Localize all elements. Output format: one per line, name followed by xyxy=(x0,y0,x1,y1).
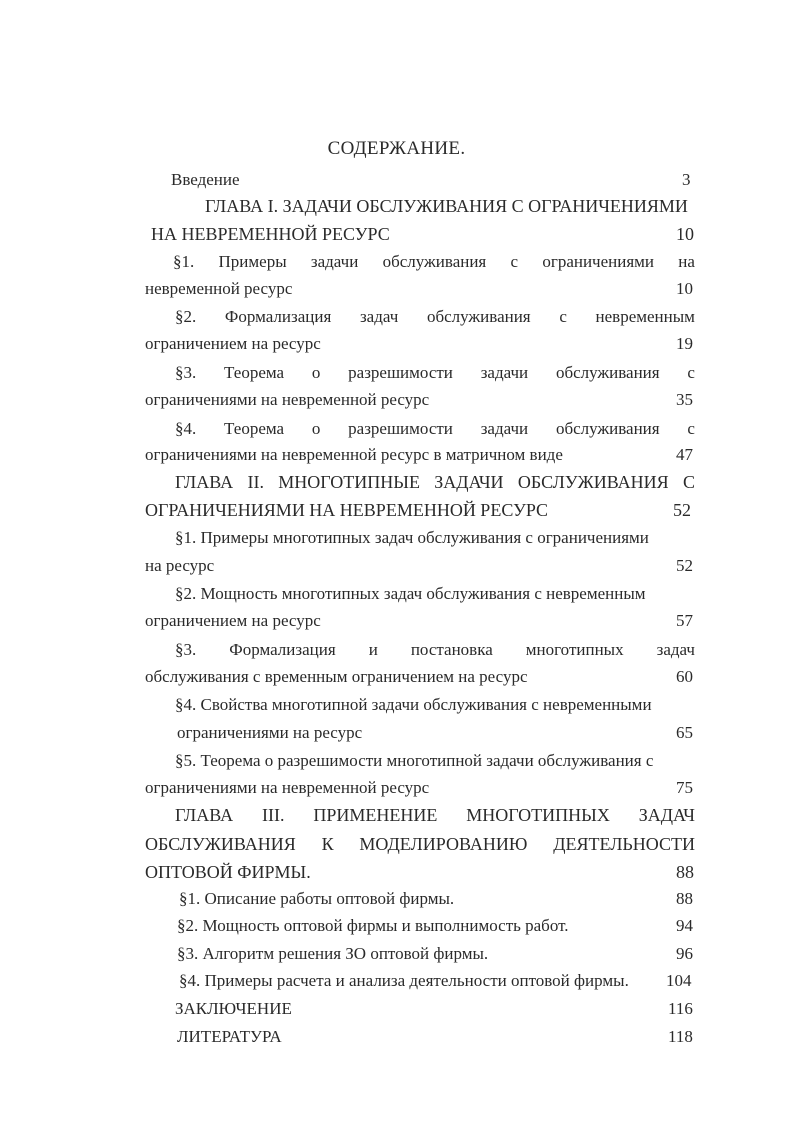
justified-line: ГЛАВА III. ПРИМЕНЕНИЕ МНОГОТИПНЫХ ЗАДАЧ xyxy=(175,805,695,825)
toc-entry-2-5-cont xyxy=(0,775,793,801)
entry-page: 88 xyxy=(676,862,694,882)
entry-label: ограничениями на невременной ресурс xyxy=(145,778,430,797)
toc-entry-1-3 xyxy=(0,360,793,386)
toc-entry-2-5 xyxy=(0,748,793,774)
toc-entry-2-3-cont xyxy=(0,664,793,690)
chapter-title-line: ОГРАНИЧЕНИЯМИ НА НЕВРЕМЕННОЙ РЕСУРС xyxy=(145,500,549,520)
chapter-1-heading xyxy=(0,193,793,219)
toc-entry-3-4 xyxy=(0,968,793,994)
entry-label: на ресурс xyxy=(145,556,215,575)
chapter-3-heading xyxy=(0,802,793,828)
chapter-title-line: ГЛАВА I. ЗАДАЧИ ОБСЛУЖИВАНИЯ С ОГРАНИЧЕНИЯМИ xyxy=(205,196,688,216)
entry-label: §4. Свойства многотипной задачи обслуживания с невременными xyxy=(175,695,652,714)
chapter-1-heading-cont xyxy=(0,221,793,247)
entry-label: §4. Примеры расчета и анализа деятельности оптовой фирмы. xyxy=(179,971,629,990)
entry-page: 65 xyxy=(676,723,693,742)
entry-page: 47 xyxy=(676,445,693,464)
entry-label: ограничениями на ресурс xyxy=(177,723,363,742)
entry-page: 118 xyxy=(668,1027,693,1046)
entry-page: 88 xyxy=(676,889,693,908)
entry-page: 96 xyxy=(676,944,693,963)
entry-page: 19 xyxy=(676,334,693,353)
entry-label: §2. Мощность оптовой фирмы и выполнимость работ. xyxy=(177,916,569,935)
justified-line: §2. Формализация задач обслуживания с невременным xyxy=(175,307,695,326)
entry-page: 57 xyxy=(676,611,693,630)
entry-label: §1. Описание работы оптовой фирмы. xyxy=(179,889,455,908)
justified-line: ГЛАВА II. МНОГОТИПНЫЕ ЗАДАЧИ ОБСЛУЖИВАНИЯ С xyxy=(175,472,695,492)
entry-label: ЗАКЛЮЧЕНИЕ xyxy=(175,999,292,1018)
entry-label: ограничением на ресурс xyxy=(145,611,321,630)
entry-label: ограничением на ресурс xyxy=(145,334,321,353)
toc-entry-2-4 xyxy=(0,692,793,718)
entry-page: 10 xyxy=(676,224,694,244)
toc-entry-introduction xyxy=(0,167,793,193)
justified-line: §3. Теорема о разрешимости задачи обслуживания с xyxy=(175,363,695,382)
entry-page: 75 xyxy=(676,778,693,797)
entry-page: 94 xyxy=(676,916,693,935)
toc-entry-3-1 xyxy=(0,886,793,912)
entry-page: 104 xyxy=(666,971,692,990)
toc-entry-literature xyxy=(0,1024,793,1050)
page-title: СОДЕРЖАНИЕ. xyxy=(327,138,466,159)
toc-entry-2-1 xyxy=(0,525,793,551)
toc-entry-1-1 xyxy=(0,249,793,275)
entry-label: ЛИТЕРАТУРА xyxy=(177,1027,282,1046)
entry-page: 10 xyxy=(676,279,693,298)
entry-page: 116 xyxy=(668,999,693,1018)
entry-label: Введение xyxy=(171,170,240,189)
entry-label: ограничениями на невременной ресурс в матричном виде xyxy=(145,445,563,464)
entry-label: §5. Теорема о разрешимости многотипной задачи обслуживания с xyxy=(175,751,654,770)
justified-line: ОБСЛУЖИВАНИЯ К МОДЕЛИРОВАНИЮ ДЕЯТЕЛЬНОСТИ xyxy=(145,834,695,854)
chapter-title-line: НА НЕВРЕМЕННОЙ РЕСУРС xyxy=(151,224,390,244)
entry-label: §1. Примеры многотипных задач обслуживания с ограничениями xyxy=(175,528,649,547)
toc-entry-1-1-cont xyxy=(0,276,793,302)
toc-entry-1-2 xyxy=(0,304,793,330)
entry-page: 52 xyxy=(673,500,691,520)
justified-line: §1. Примеры задачи обслуживания с ограничениями на xyxy=(173,252,695,271)
toc-entry-1-2-cont xyxy=(0,331,793,357)
entry-label: невременной ресурс xyxy=(145,279,293,298)
toc-entry-3-2 xyxy=(0,913,793,939)
chapter-3-heading-cont xyxy=(0,831,793,857)
toc-entry-1-4 xyxy=(0,416,793,442)
entry-page: 35 xyxy=(676,390,693,409)
toc-entry-2-2-cont xyxy=(0,608,793,634)
toc-entry-conclusion xyxy=(0,996,793,1022)
justified-line: §3. Формализация и постановка многотипных задач xyxy=(175,640,695,659)
entry-label: §3. Алгоритм решения ЗО оптовой фирмы. xyxy=(177,944,489,963)
entry-page: 60 xyxy=(676,667,693,686)
entry-page: 52 xyxy=(676,556,693,575)
entry-label: обслуживания с временным ограничением на ресурс xyxy=(145,667,528,686)
chapter-3-heading-cont2 xyxy=(0,859,793,885)
toc-entry-1-3-cont xyxy=(0,387,793,413)
toc-entry-2-4-cont xyxy=(0,720,793,746)
entry-page: 3 xyxy=(682,170,691,189)
chapter-title-line: ОПТОВОЙ ФИРМЫ. xyxy=(145,862,311,882)
toc-entry-1-4-cont xyxy=(0,442,793,468)
chapter-2-heading xyxy=(0,469,793,495)
toc-entry-2-1-cont xyxy=(0,553,793,579)
toc-entry-3-3 xyxy=(0,941,793,967)
entry-label: ограничениями на невременной ресурс xyxy=(145,390,430,409)
entry-label: §2. Мощность многотипных задач обслуживания с невременным xyxy=(175,584,646,603)
toc-entry-2-2 xyxy=(0,581,793,607)
toc-entry-2-3 xyxy=(0,637,793,663)
justified-line: §4. Теорема о разрешимости задачи обслуживания с xyxy=(175,419,695,438)
chapter-2-heading-cont xyxy=(0,497,793,523)
